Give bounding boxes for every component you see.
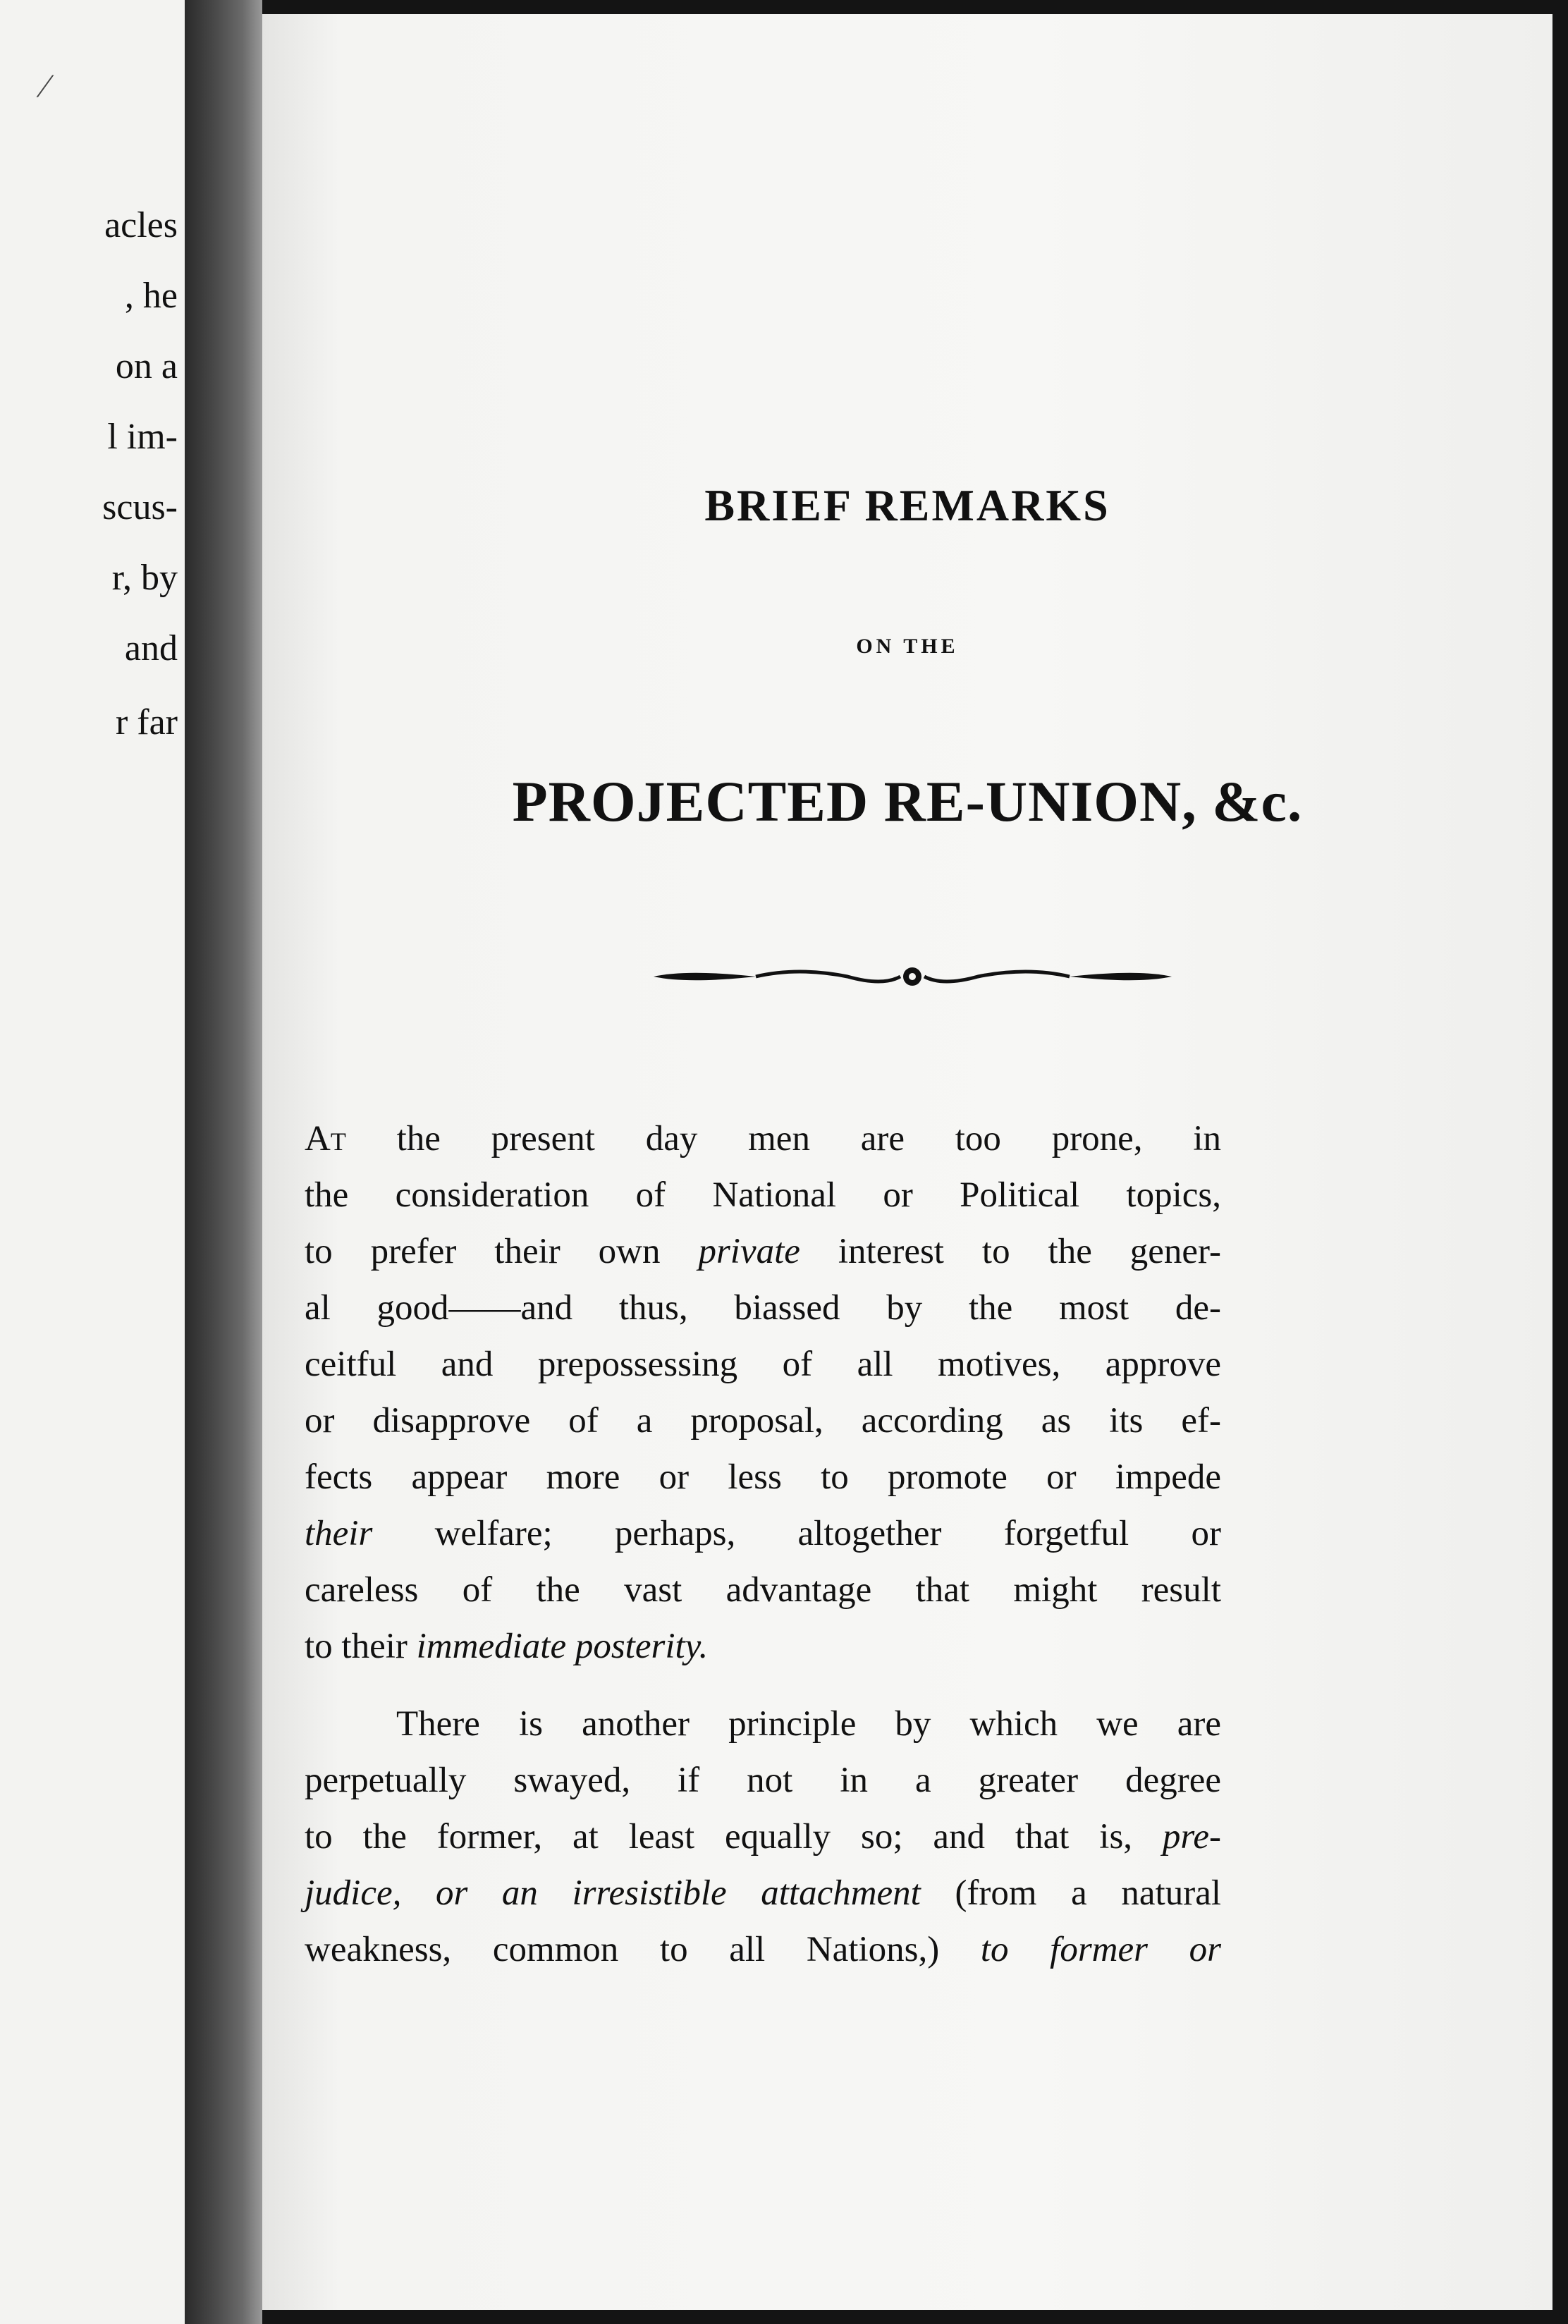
text-line: or disapprove of a proposal, according as its ef- — [305, 1401, 1221, 1441]
document-page — [262, 14, 1552, 2310]
text-line: careless of the vast advantage that might result — [305, 1570, 1221, 1610]
left-page-line: scus- — [102, 487, 178, 527]
text-line: judice, or an irresistible attachment (from a natural — [305, 1873, 1221, 1913]
text-line: their welfare; perhaps, altogether forgetful or — [305, 1514, 1221, 1553]
text-line: fects appear more or less to promote or impede — [305, 1457, 1221, 1497]
drop-word: At — [305, 1119, 346, 1158]
text-line: perpetually swayed, if not in a greater degree — [305, 1761, 1221, 1800]
text-line: to their immediate posterity. — [305, 1627, 709, 1666]
text-line: ceitful and prepossessing of all motives, approve — [305, 1345, 1221, 1384]
left-page-line: acles — [104, 205, 178, 245]
left-page-line: r far — [115, 702, 178, 742]
book-gutter — [185, 0, 262, 2324]
text-line: At the present day men are too prone, in — [305, 1119, 1221, 1158]
left-page-line: l im- — [107, 417, 178, 457]
left-page-line: , he — [124, 276, 178, 316]
paragraph-1 — [305, 1111, 1221, 1675]
left-page-line: on a — [115, 346, 178, 386]
page-main-heading: PROJECTED RE-UNION, &c. — [512, 769, 1303, 833]
left-page-line: and — [124, 628, 178, 668]
paragraph-2 — [305, 1696, 1221, 1978]
page-title: BRIEF REMARKS — [704, 480, 1110, 530]
ornament-divider-icon — [262, 962, 1552, 991]
pencil-mark-icon: ⁄ — [42, 68, 49, 105]
text-line: the consideration of National or Political topics, — [305, 1175, 1221, 1215]
previous-page-edge — [0, 0, 185, 2324]
text-line: weakness, common to all Nations,) to former or — [305, 1930, 1221, 1969]
text-line: to prefer their own private interest to the gener- — [305, 1232, 1221, 1271]
text-line: There is another principle by which we are — [396, 1704, 1221, 1744]
left-page-line: r, by — [111, 558, 178, 598]
page-subtitle: ON THE — [856, 635, 959, 658]
text-line: al good——and thus, biassed by the most de- — [305, 1288, 1221, 1328]
text-line: to the former, at least equally so; and that is, pre- — [305, 1817, 1221, 1857]
